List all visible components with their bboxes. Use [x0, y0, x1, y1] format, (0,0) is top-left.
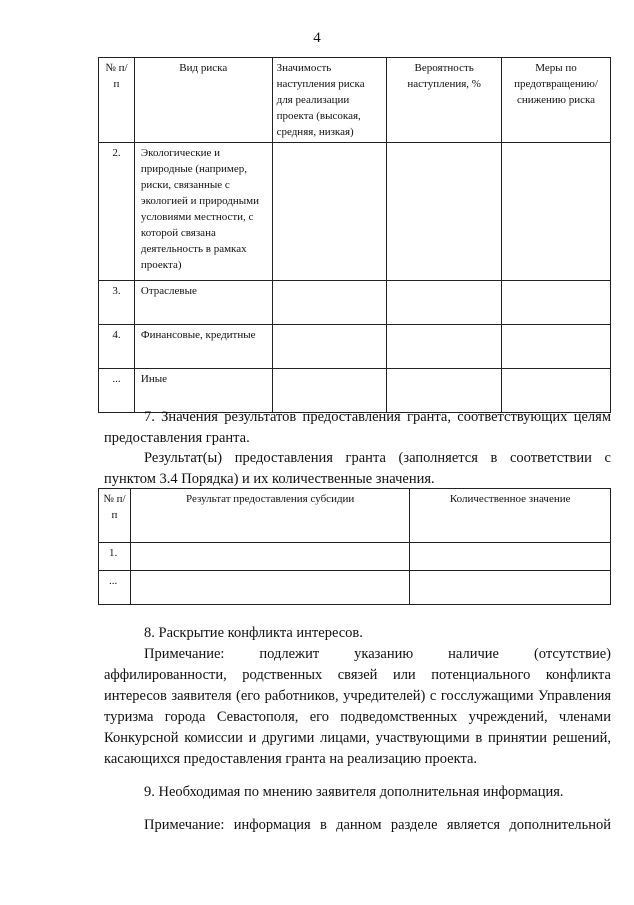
row-result-cell	[130, 543, 409, 571]
table-row	[99, 143, 611, 281]
table-row	[99, 369, 611, 413]
row-num: ...	[99, 571, 131, 605]
row-num: ...	[99, 369, 135, 413]
row-num: 4.	[99, 325, 135, 369]
header-probability: Вероятность наступления, %	[387, 58, 502, 143]
row-num: 2.	[99, 143, 135, 281]
row-significance-cell	[272, 143, 387, 281]
row-quantity-cell	[410, 543, 611, 571]
section-8-heading: 8. Раскрытие конфликта интересов.	[144, 625, 363, 641]
header-measures: Меры по предотвращению/ снижению риска	[502, 58, 611, 143]
row-probability-cell	[387, 325, 502, 369]
row-significance-cell	[272, 369, 387, 413]
row-significance-cell	[272, 325, 387, 369]
section-9-heading: 9. Необходимая по мнению заявителя дополнительная информация.	[144, 784, 564, 800]
page-number: 4	[313, 30, 321, 46]
risk-table-header-row	[99, 58, 611, 143]
row-measures-cell	[502, 369, 611, 413]
row-risk-type: Отраслевые	[134, 281, 272, 325]
section-8-note: Примечание: подлежит указанию наличие (отсутствие) аффилированности, родственных связей или потенциального конфликта интересов заявителя (его работников, учредителей) с госслужащими Управления туризма города Севастополя, его подведомственных учреждений, членами Конкурсной комиссии и другими лицами, участвующими в принятии решений, касающихся предоставления гранта на реализацию проекта.	[104, 646, 611, 767]
row-risk-type: Иные	[134, 369, 272, 413]
row-num: 3.	[99, 281, 135, 325]
header-significance: Значимость наступления риска для реализации проекта (высокая, средняя, низкая)	[272, 58, 387, 143]
results-table-header-row	[99, 489, 611, 543]
row-quantity-cell	[410, 571, 611, 605]
section-7-text: Результат(ы) предоставления гранта (заполняется в соответствии с пунктом 3.4 Порядка) и их количественные значения.	[104, 450, 611, 487]
row-probability-cell	[387, 281, 502, 325]
header-num: № п/п	[99, 489, 131, 543]
row-measures-cell	[502, 143, 611, 281]
row-result-cell	[130, 571, 409, 605]
header-num: № п/п	[99, 58, 135, 143]
row-significance-cell	[272, 281, 387, 325]
table-row	[99, 571, 611, 605]
row-probability-cell	[387, 143, 502, 281]
header-result: Результат предоставления субсидии	[130, 489, 409, 543]
row-measures-cell	[502, 281, 611, 325]
row-risk-type: Финансовые, кредитные	[134, 325, 272, 369]
row-probability-cell	[387, 369, 502, 413]
row-risk-type: Экологические и природные (например, риски, связанные с экологией и природными условиями местности, с которой связана деятельность в рамках проекта)	[134, 143, 272, 281]
header-quantity: Количественное значение	[410, 489, 611, 543]
row-measures-cell	[502, 325, 611, 369]
table-row	[99, 281, 611, 325]
header-risk-type: Вид риска	[134, 58, 272, 143]
risk-table	[98, 57, 611, 413]
table-row	[99, 325, 611, 369]
section-7-heading: 7. Значения результатов предоставления гранта, соответствующих целям предоставления гранта.	[104, 409, 611, 446]
results-table	[98, 488, 611, 605]
table-row	[99, 543, 611, 571]
row-num: 1.	[99, 543, 131, 571]
section-9-note: Примечание: информация в данном разделе является дополнительной	[144, 817, 611, 833]
